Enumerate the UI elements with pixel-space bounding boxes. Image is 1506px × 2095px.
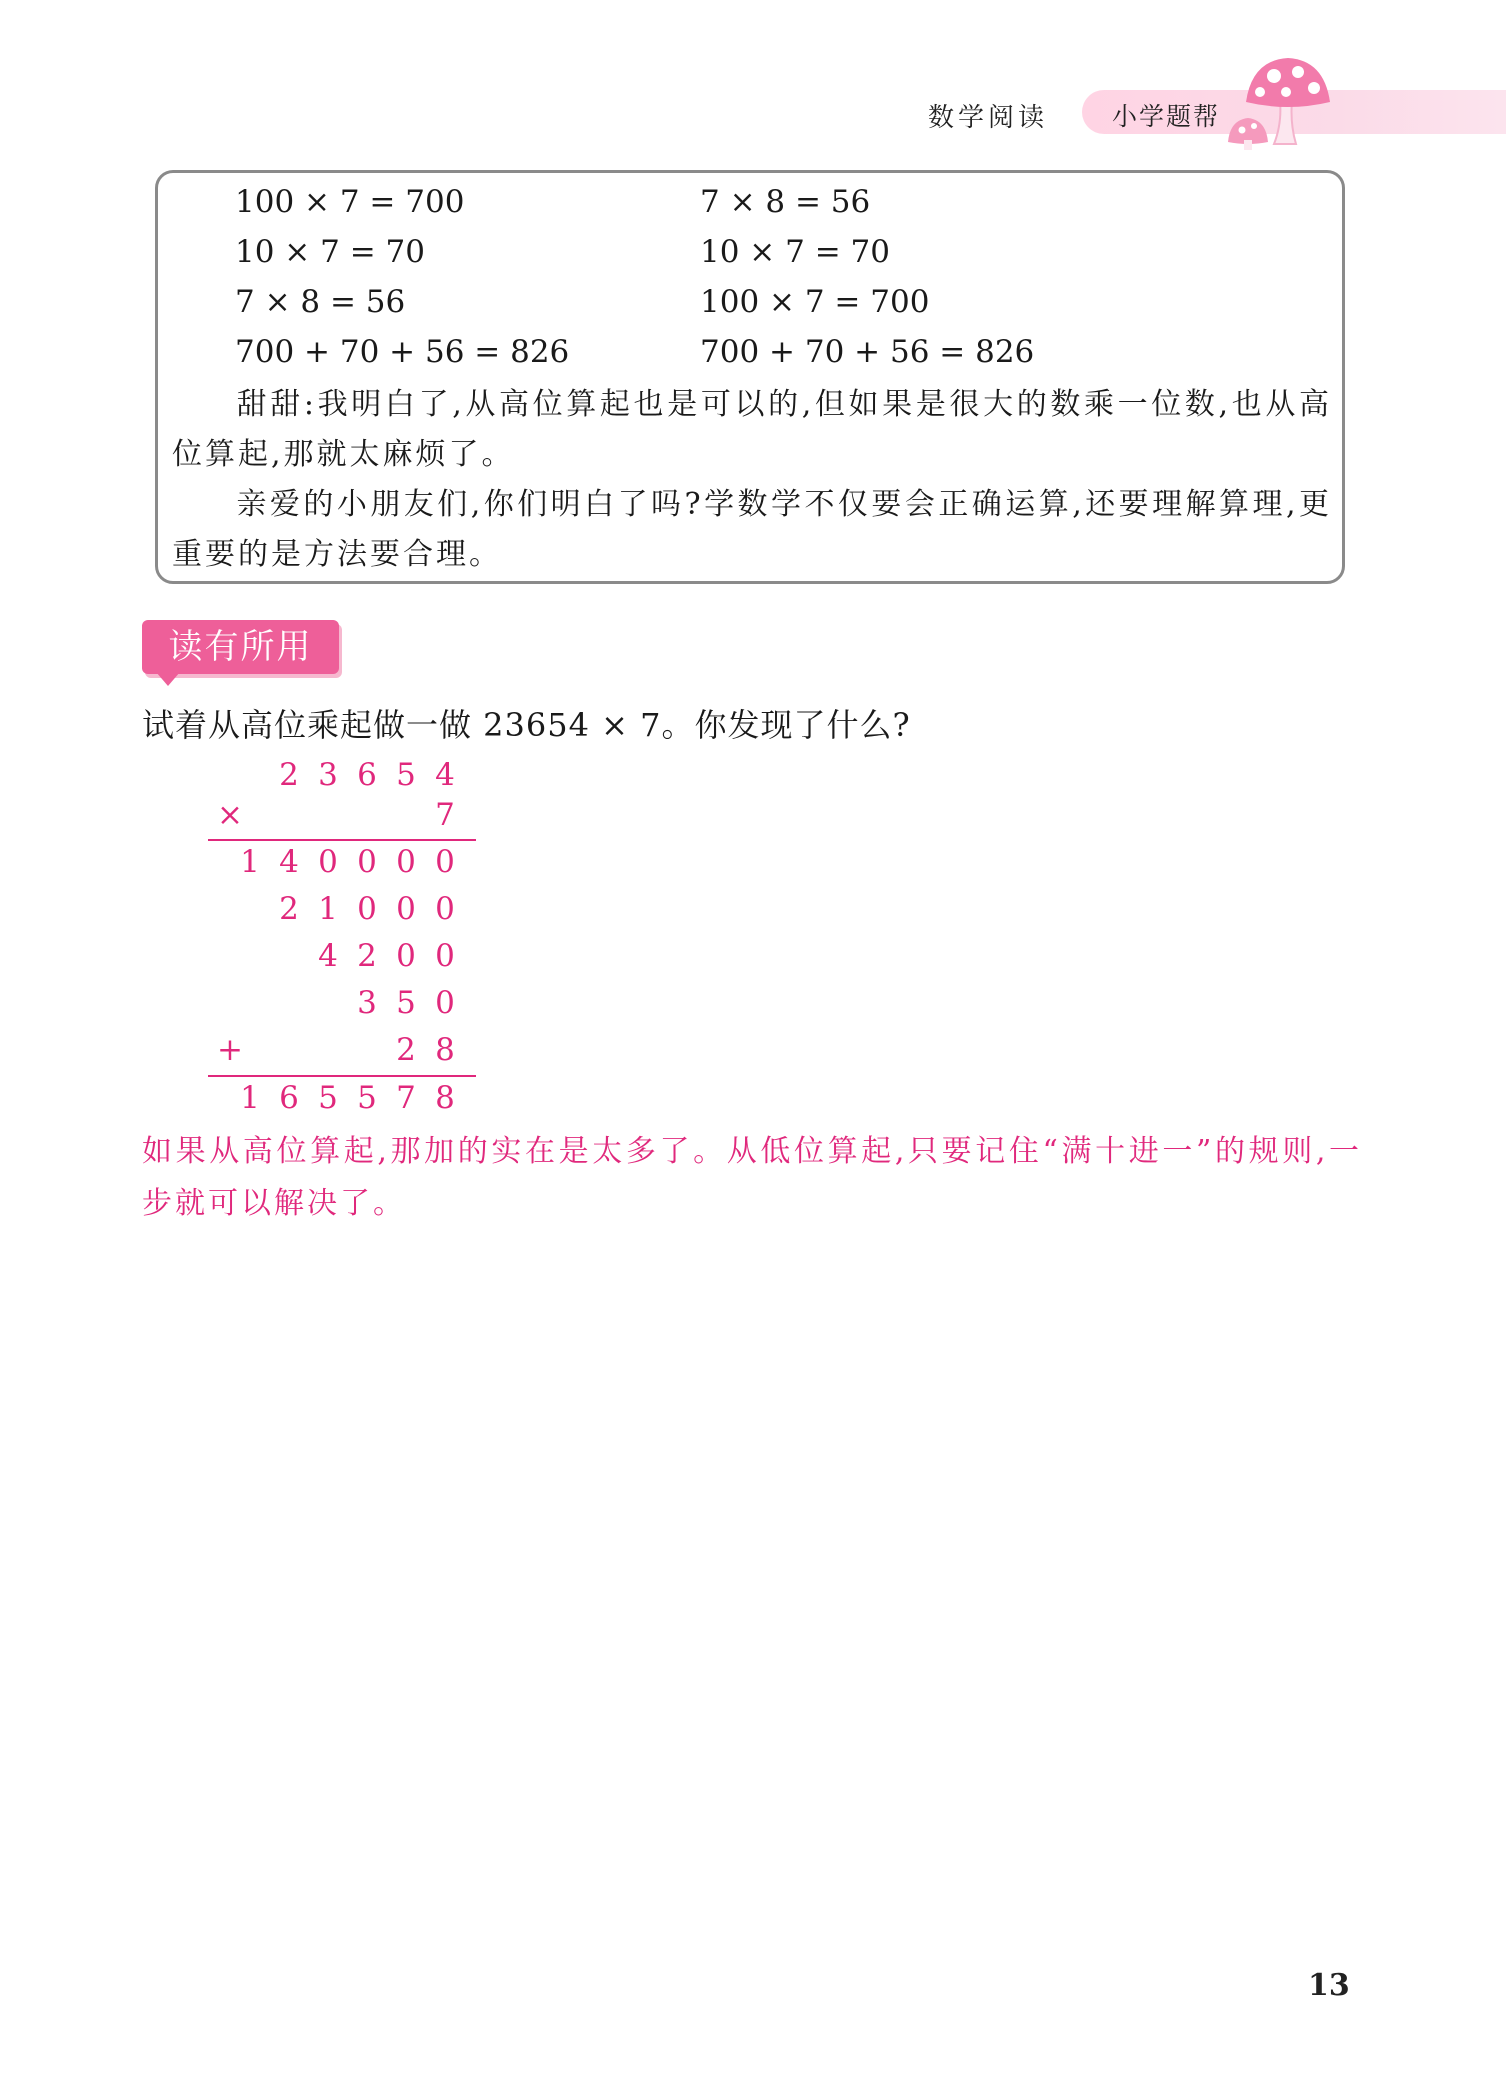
explanation-note: 如果从高位算起,那加的实在是太多了。从低位算起,只要记住“满十进一”的规则,一步就可以解决了。 bbox=[142, 1134, 1362, 1221]
digit: 5 bbox=[318, 1080, 338, 1116]
digit: 1 bbox=[240, 1080, 260, 1116]
digit: 4 bbox=[279, 844, 299, 880]
digit: 4 bbox=[318, 938, 338, 974]
mushroom-icon bbox=[1222, 54, 1342, 150]
equation-right-4: 700 + 70 + 56 = 826 bbox=[700, 334, 1035, 370]
digit: 0 bbox=[435, 938, 455, 974]
equation-left-3: 7 × 8 = 56 bbox=[235, 284, 406, 320]
digit: 8 bbox=[435, 1080, 455, 1116]
digit: 0 bbox=[435, 891, 455, 927]
digit: 0 bbox=[435, 844, 455, 880]
digit: 0 bbox=[396, 844, 416, 880]
digit: 2 bbox=[279, 891, 299, 927]
equation-right-2: 10 × 7 = 70 bbox=[700, 234, 890, 270]
equation-left-4: 700 + 70 + 56 = 826 bbox=[235, 334, 570, 370]
digit: 6 bbox=[279, 1080, 299, 1116]
digit: 7 bbox=[396, 1080, 416, 1116]
question-text: 试着从高位乘起做一做 23654 × 7。你发现了什么? bbox=[142, 706, 911, 744]
rule-line bbox=[208, 1075, 476, 1077]
digit: 3 bbox=[357, 985, 377, 1021]
digit: 2 bbox=[357, 938, 377, 974]
operator-sign: × bbox=[217, 797, 243, 833]
digit: 8 bbox=[435, 1032, 455, 1068]
digit: 7 bbox=[435, 797, 455, 833]
series-name: 小学题帮 bbox=[1112, 102, 1221, 131]
digit: 0 bbox=[318, 844, 338, 880]
digit: 6 bbox=[357, 757, 377, 793]
digit: 1 bbox=[240, 844, 260, 880]
digit: 0 bbox=[396, 891, 416, 927]
paragraph-2: 亲爱的小朋友们,你们明白了吗?学数学不仅要会正确运算,还要理解算理,更重要的是方法要合理。 bbox=[172, 487, 1332, 572]
digit: 5 bbox=[396, 985, 416, 1021]
section-tag: 读有所用 bbox=[142, 620, 339, 674]
digit: 1 bbox=[318, 891, 338, 927]
digit: 0 bbox=[435, 985, 455, 1021]
operator-sign: + bbox=[217, 1032, 243, 1068]
digit: 2 bbox=[279, 757, 299, 793]
digit: 4 bbox=[435, 757, 455, 793]
vertical-multiplication bbox=[200, 755, 500, 1115]
digit: 0 bbox=[357, 891, 377, 927]
section-tag-tail bbox=[156, 672, 180, 686]
paragraph-1: 甜甜:我明白了,从高位算起也是可以的,但如果是很大的数乘一位数,也从高位算起,那就太麻烦了。 bbox=[172, 387, 1332, 472]
digit: 5 bbox=[357, 1080, 377, 1116]
equation-left-2: 10 × 7 = 70 bbox=[235, 234, 425, 270]
book-title: 数学阅读 bbox=[928, 103, 1049, 133]
digit: 0 bbox=[357, 844, 377, 880]
digit: 5 bbox=[396, 757, 416, 793]
digit: 0 bbox=[396, 938, 416, 974]
equation-right-1: 7 × 8 = 56 bbox=[700, 184, 871, 220]
digit: 3 bbox=[318, 757, 338, 793]
page-number: 13 bbox=[1308, 1968, 1350, 2003]
equation-right-3: 100 × 7 = 700 bbox=[700, 284, 930, 320]
digit: 2 bbox=[396, 1032, 416, 1068]
equation-left-1: 100 × 7 = 700 bbox=[235, 184, 465, 220]
rule-line bbox=[208, 839, 476, 841]
